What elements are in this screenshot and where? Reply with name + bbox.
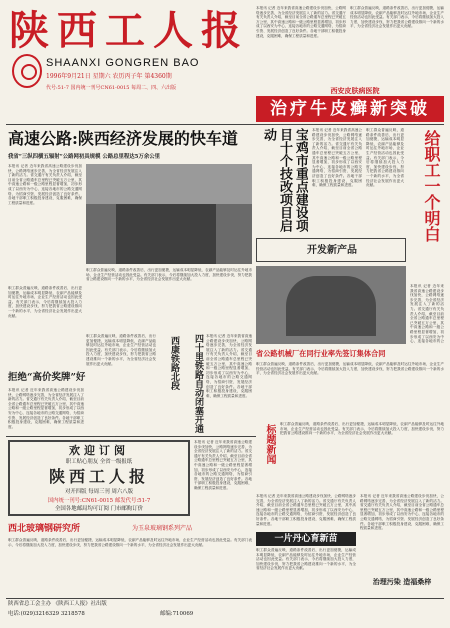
bottom-right-body: 本报讯 记者 近年来我省高速公路建设步伐加快，公路网络逐步完善，为全省经济发展注入了新的活力。省交通厅有关负责人介绍，截至目前全省公路通车总里程已突破五万公里，其中高速公路和一级公路里程显著增加，初步形成了以西安为中心，连接各地市的公路交通网络，为招商引资、发展经济创造了良好条件。各地干部职工积极投身建设，克服困难，确保工程质量和进度。	[360, 494, 444, 531]
special-box	[256, 238, 406, 262]
headline-news-title: 标题新闻	[264, 424, 275, 464]
right-column-body: 本报讯 记者 近年来我省高速公路建设步伐加快，公路网络逐步完善，为全省经济发展注入了新的活力。省交通厅有关负责人介绍，截至目前全省公路通车总里程已突破五万公里，其中高速公路和一级公路里程显著增加，初步形成了以西安为中心，连接各地市的公	[410, 284, 444, 344]
code-line: 代号:51-7 国内统一刊号CN61-0015 每周二、四、六出版	[46, 85, 177, 91]
top-right-text: 本报讯 记者 近年来我省高速公路建设步伐加快，公路网络逐步完善，为全省经济发展注入了新的活力。省交通厅有关负责人介绍，截至目前全省公路通车总里程已突破五万公里，其中高速公路和一级公路里程显著增加，初步形成了以西安为中心，连接各地市的公路交通网络，为招商引资、发展经济创造了良好条件。各地干部职工积极投身建设，克服困难，确保工程质量和进度。	[256, 6, 346, 38]
lead-body-left: 本报讯 记者 近年来我省高速公路建设步伐加快，公路网络逐步完善，为全省经济发展注入了新的活力。省交通厅有关负责人介绍，截至目前全省公路通车总里程已突破五万公里，其中高速公路和一级公路里程显著增加，初步形成了以西安为中心，连接各地市的公路交通网络，为招商引资、发展经济创造了良好条件。各地干部职工积极投身建设，克服困难，确保工程质量和进度。	[8, 164, 82, 205]
photo-sky	[86, 164, 252, 204]
company-body: 职工群众普遍反映，道路条件改善后，出行更加便捷，运输成本明显降低，农副产品能够及时运往外地市场，企业生产经营活动也因此受益。有关部门表示，今后将继续加大投入力度，加快建设步伐，努力把我省公路建设推向一个新的水平，为全省经济社会发展作出更大贡献。	[8, 538, 252, 547]
date-line: 1996年9月21日 星期六 农历丙子年 第4360期	[46, 73, 172, 80]
xikang-body: 本报讯 记者 近年来我省高速公路建设步伐加快，公路网络逐步完善，为全省经济发展注入了新的活力。省交通厅有关负责人介绍，截至目前全省公路通车总里程已突破五万公里，其中高速公路和一级公路里程显著增加，初步形成了以西安为中心，连接各地市的公路交通网络，为招商引资、发展经济创造了良好条件。各地干部职工积极投身建设，克服困难，确保工程质量和进度。	[206, 334, 252, 398]
lead-headline: 高速公路:陕西经济发展的快车道	[8, 129, 238, 148]
bottom-mid-body: 本报讯 记者 近年来我省高速公路建设步伐加快，公路网络逐步完善，为全省经济发展注入了新的活力。省交通厅有关负责人介绍，截至目前全省公路通车总里程已突破五万公里，其中高速公路和一级公路里程显著增加，初步形成了以西安为中心，连接各地市的公路交通网络，为招商引资、发展经济创造了良好条件。各地干部职工积极投身建设，克服困难，确保工程质量和进度。	[256, 494, 356, 526]
company-tagline: 为玉泉玻璃钢系列产品	[132, 525, 193, 532]
masthead-rule	[6, 124, 444, 125]
subscribe-paper: 陕西工人报	[48, 467, 149, 486]
highway-photo	[86, 164, 252, 264]
ad-banner: 治疗牛皮癣新突破	[256, 96, 444, 122]
refuse-body: 本报讯 记者 近年来我省高速公路建设步伐加快，公路网络逐步完善，为全省经济发展注入了新的活力。省交通厅有关负责人介绍，截至目前全省公路通车总里程已突破五万公里，其中高速公路和一级公路里程显著增加，初步形成了以西安为中心，连接各地市的公路交通网络，为招商引资、发展经济创造了良好条件。各地干部职工积极投身建设，克服困难，确保工程质量和进度。	[8, 388, 84, 429]
conference-headline: 省公路机械厂在同行业率先签订集体合同	[256, 349, 386, 358]
bottom-right-headline: 治理污染 造福桑梓	[372, 577, 432, 586]
footer-phone: 电话:(029)3216329 3218578	[8, 611, 85, 617]
refuse-headline: 拒绝“高价奖牌”好	[8, 372, 86, 383]
subscribe-schedule: 对开四版 每周三刊 周六八版	[64, 489, 134, 495]
xikang-subhead: 四十里铁路自动闭塞开通	[193, 334, 203, 433]
mid-rule	[6, 436, 256, 437]
masthead	[6, 6, 252, 98]
bottom-mid-headline: 一片丹心育新苗	[256, 532, 356, 546]
xikang-headline: 西康铁路北段	[169, 336, 179, 390]
photo-road	[116, 204, 216, 264]
lead-body-left-b: 职工群众普遍反映，道路条件改善后，出行更加便捷，运输成本明显降低，农副产品能够及时运往外地市场，企业生产经营活动也因此受益。有关部门表示，今后将继续加大投入力度，加快建设步伐，努力把我省公路建设推向一个新的水平，为全省经济社会发展作出更大贡献。	[8, 286, 82, 318]
masthead-emblem	[12, 54, 42, 88]
hospital-name: 西安皮肤病医院	[330, 86, 380, 95]
headline-news-body: 职工群众普遍反映，道路条件改善后，出行更加便捷，运输成本明显降低，农副产品能够及时运往外地市场，企业生产经营活动也因此受益。有关部门表示，今后将继续加大投入力度，加快建设步伐，努力把我省公路建设推向一个新的水平，为全省经济社会发展作出更大贡献。	[280, 422, 444, 436]
baoji-body: 本报讯 记者 近年来我省高速公路建设步伐加快，公路网络逐步完善，为全省经济发展注入了新的活力。省交通厅有关负责人介绍，截至目前全省公路通车总里程已突破五万公里，其中高速公路和一级公路里程显著增加，初步形成了以西安为中心，连接各地市的公路交通网络，为招商引资、发展经济创造了良好条件。各地干部职工积极投身建设，克服困难，确保工程质量和进度。	[312, 128, 362, 188]
subscribe-slogan: 职工贴心朋友 全省一级报纸	[65, 459, 133, 465]
center-body: 本报讯 记者 近年来我省高速公路建设步伐加快，公路网络逐步完善，为全省经济发展注入了新的活力。省交通厅有关负责人介绍，截至目前全省公路通车总里程已突破五万公里，其中高速公路和一级公路里程显著增加，初步形成了以西安为中心，连接各地市的公路交通网络，为招商引资、发展经济创造了良好条件。各地干部职工积极投身建设，克服困难，确保工程质量和进度。	[194, 440, 252, 490]
footer-line1: 陕西省总工会主办 《陕西工人报》社出版	[8, 601, 107, 607]
company-name: 西北玻璃钢研究所	[8, 524, 81, 534]
workers-photo	[256, 266, 406, 344]
subscribe-code: 国内统一刊号:CN61-0015 邮发代号:51-7	[47, 498, 151, 504]
footer-rule	[6, 598, 444, 599]
right-headline: 给职工一个明白	[422, 130, 441, 242]
masthead-title: 陕西工人报	[9, 8, 249, 54]
masthead-pinyin: SHAANXI GONGREN BAO	[46, 57, 200, 69]
photo-figures	[286, 276, 376, 336]
subscribe-note: 全国各地邮局均可订阅 门市邮购订价	[55, 506, 143, 512]
lead-body-mid: 职工群众普遍反映，道路条件改善后，出行更加便捷，运输成本明显降低，农副产品能够及时运往外地市场，企业生产经营活动也因此受益。有关部门表示，今后将继续加大投入力度，加快建设步伐，努力把我省公路建设推向一个新的水平，为全省经济社会发展作出更大贡献。	[86, 268, 252, 282]
gear-icon	[21, 64, 37, 80]
subscribe-title: 欢迎订阅	[69, 444, 129, 457]
bottom-mid-body-b: 职工群众普遍反映，道路条件改善后，出行更加便捷，运输成本明显降低，农副产品能够及时运往外地市场，企业生产经营活动也因此受益。有关部门表示，今后将继续加大投入力度，加快建设步伐，努力把我省公路建设推向一个新的水平，为全省经济社会发展作出更大贡献。	[256, 548, 356, 571]
mid-body: 职工群众普遍反映，道路条件改善后，出行更加便捷，运输成本明显降低，农副产品能够及时运往外地市场，企业生产经营活动也因此受益。有关部门表示，今后将继续加大投入力度，加快建设步伐，努力把我省公路建设推向一个新的水平，为全省经济社会发展作出更大贡献。	[86, 334, 156, 366]
conference-body: 职工群众普遍反映，道路条件改善后，出行更加便捷，运输成本明显降低，农副产品能够及时运往外地市场，企业生产经营活动也因此受益。有关部门表示，今后将继续加大投入力度，加快建设步伐，努力把我省公路建设推向一个新的水平，为全省经济社会发展作出更大贡献。	[256, 362, 444, 376]
special-title: 开发新产品	[307, 245, 357, 256]
top-right-text-b: 职工群众普遍反映，道路条件改善后，出行更加便捷，运输成本明显降低，农副产品能够及时运往外地市场，企业生产经营活动也因此受益。有关部门表示，今后将继续加大投入力度，加快建设步伐，努力把我省公路建设推向一个新的水平，为全省经济社会发展作出更大贡献。	[350, 6, 444, 29]
mid-right-body: 职工群众普遍反映，道路条件改善后，出行更加便捷，运输成本明显降低，农副产品能够及时运往外地市场，企业生产经营活动也因此受益。有关部门表示，今后将继续加大投入力度，加快建设步伐，努力把我省公路建设推向一个新的水平，为全省经济社会发展作出更大贡献。	[366, 128, 404, 188]
baoji-headline: 宝鸡市重点建设项目十个技改项目启动	[261, 128, 308, 232]
lead-subhead: 我省“三纵四横五辐射”公路网初具规模 公路总里程达5万余公里	[8, 154, 160, 160]
subscribe-box	[8, 440, 190, 516]
company-box	[8, 520, 252, 556]
footer-post: 邮编:710069	[160, 611, 194, 617]
